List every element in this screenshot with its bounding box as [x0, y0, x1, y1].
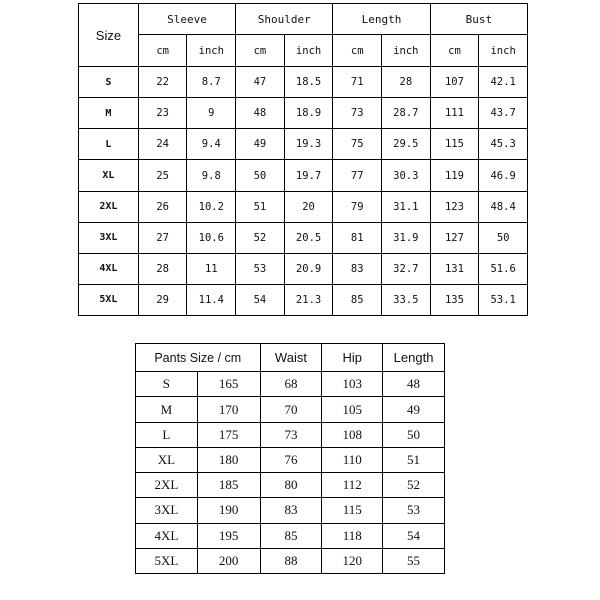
unit-header: inch: [479, 35, 528, 67]
sleeve-cm-cell: 24: [138, 129, 187, 160]
sleeve-inch-cell: 9.8: [187, 160, 236, 191]
shoulder-cm-cell: 49: [236, 129, 285, 160]
pants-value-cell: 200: [197, 548, 260, 573]
sleeve-inch-cell: 11: [187, 253, 236, 284]
length-cell: 52: [383, 473, 445, 498]
pants-header-row: [136, 344, 445, 372]
pants-table-body: [136, 372, 445, 574]
sleeve-cm-cell: 26: [138, 191, 187, 222]
bust-cm-cell: 135: [430, 284, 479, 315]
unit-header: inch: [382, 35, 431, 67]
length-inch-cell: 28: [382, 67, 431, 98]
pants-size-cell: 4XL: [136, 523, 198, 548]
size-cell: 2XL: [79, 191, 139, 222]
table-row: [79, 253, 528, 284]
table-row: [136, 498, 445, 523]
hip-cell: 110: [322, 447, 383, 472]
length-cell: 48: [383, 372, 445, 397]
table-row: [79, 67, 528, 98]
shoulder-inch-cell: 20: [284, 191, 333, 222]
sleeve-cm-cell: 25: [138, 160, 187, 191]
sleeve-inch-cell: 9: [187, 98, 236, 129]
size-cell: L: [79, 129, 139, 160]
waist-cell: 88: [260, 548, 322, 573]
pants-size-header: Pants Size / cm: [136, 344, 261, 372]
bust-inch-cell: 48.4: [479, 191, 528, 222]
size-cell: M: [79, 98, 139, 129]
shoulder-inch-cell: 18.9: [284, 98, 333, 129]
length-cm-cell: 79: [333, 191, 382, 222]
waist-header: Waist: [260, 344, 322, 372]
sleeve-cm-cell: 22: [138, 67, 187, 98]
waist-cell: 85: [260, 523, 322, 548]
size-cell: 3XL: [79, 222, 139, 253]
bust-inch-cell: 50: [479, 222, 528, 253]
shirt-header-row: [79, 4, 528, 35]
length-cm-cell: 81: [333, 222, 382, 253]
sleeve-cm-cell: 27: [138, 222, 187, 253]
length-inch-cell: 31.9: [382, 222, 431, 253]
table-row: [136, 523, 445, 548]
hip-cell: 105: [322, 397, 383, 422]
hip-cell: 108: [322, 422, 383, 447]
length-cell: 51: [383, 447, 445, 472]
table-row: [136, 447, 445, 472]
bust-inch-cell: 43.7: [479, 98, 528, 129]
pants-value-cell: 175: [197, 422, 260, 447]
size-cell: 5XL: [79, 284, 139, 315]
length-cm-cell: 73: [333, 98, 382, 129]
table-row: [79, 284, 528, 315]
shoulder-inch-cell: 20.5: [284, 222, 333, 253]
sleeve-inch-cell: 8.7: [187, 67, 236, 98]
length-cm-cell: 77: [333, 160, 382, 191]
pants-value-cell: 190: [197, 498, 260, 523]
bust-cm-cell: 123: [430, 191, 479, 222]
bust-inch-cell: 46.9: [479, 160, 528, 191]
bust-cm-cell: 107: [430, 67, 479, 98]
waist-cell: 73: [260, 422, 322, 447]
sleeve-inch-cell: 10.6: [187, 222, 236, 253]
sleeve-inch-cell: 11.4: [187, 284, 236, 315]
sleeve-cm-cell: 29: [138, 284, 187, 315]
length-cell: 55: [383, 548, 445, 573]
bust-inch-cell: 45.3: [479, 129, 528, 160]
length-cm-cell: 85: [333, 284, 382, 315]
length-cm-cell: 71: [333, 67, 382, 98]
bust-cm-cell: 131: [430, 253, 479, 284]
pants-size-cell: 3XL: [136, 498, 198, 523]
length-inch-cell: 33.5: [382, 284, 431, 315]
unit-header: inch: [284, 35, 333, 67]
shoulder-cm-cell: 47: [236, 67, 285, 98]
shoulder-inch-cell: 21.3: [284, 284, 333, 315]
length-inch-cell: 31.1: [382, 191, 431, 222]
table-row: [79, 160, 528, 191]
bust-inch-cell: 51.6: [479, 253, 528, 284]
shoulder-cm-cell: 54: [236, 284, 285, 315]
unit-header: cm: [236, 35, 285, 67]
bust-header: Bust: [430, 4, 527, 35]
length-inch-cell: 28.7: [382, 98, 431, 129]
sleeve-header: Sleeve: [138, 4, 235, 35]
sleeve-cm-cell: 28: [138, 253, 187, 284]
shoulder-cm-cell: 50: [236, 160, 285, 191]
pants-size-table: [135, 343, 445, 574]
shoulder-cm-cell: 48: [236, 98, 285, 129]
size-cell: XL: [79, 160, 139, 191]
waist-cell: 68: [260, 372, 322, 397]
shoulder-cm-cell: 53: [236, 253, 285, 284]
length-cell: 54: [383, 523, 445, 548]
unit-header: cm: [333, 35, 382, 67]
length-inch-cell: 29.5: [382, 129, 431, 160]
length-header: Length: [383, 344, 445, 372]
table-row: [136, 422, 445, 447]
bust-inch-cell: 53.1: [479, 284, 528, 315]
shirt-size-table: [78, 3, 528, 316]
table-row: [136, 548, 445, 573]
unit-header: inch: [187, 35, 236, 67]
shirt-unit-row: [79, 35, 528, 67]
table-row: [79, 191, 528, 222]
bust-cm-cell: 127: [430, 222, 479, 253]
pants-size-cell: S: [136, 372, 198, 397]
waist-cell: 80: [260, 473, 322, 498]
shoulder-inch-cell: 19.3: [284, 129, 333, 160]
sleeve-cm-cell: 23: [138, 98, 187, 129]
length-cm-cell: 75: [333, 129, 382, 160]
shoulder-inch-cell: 18.5: [284, 67, 333, 98]
bust-cm-cell: 119: [430, 160, 479, 191]
sleeve-inch-cell: 9.4: [187, 129, 236, 160]
pants-size-cell: 5XL: [136, 548, 198, 573]
shoulder-cm-cell: 51: [236, 191, 285, 222]
table-row: [79, 222, 528, 253]
bust-inch-cell: 42.1: [479, 67, 528, 98]
waist-cell: 76: [260, 447, 322, 472]
pants-value-cell: 185: [197, 473, 260, 498]
table-row: [136, 372, 445, 397]
waist-cell: 83: [260, 498, 322, 523]
table-row: [136, 397, 445, 422]
pants-size-cell: 2XL: [136, 473, 198, 498]
pants-value-cell: 180: [197, 447, 260, 472]
pants-value-cell: 170: [197, 397, 260, 422]
shoulder-cm-cell: 52: [236, 222, 285, 253]
table-row: [79, 98, 528, 129]
length-cell: 53: [383, 498, 445, 523]
pants-size-cell: XL: [136, 447, 198, 472]
length-header: Length: [333, 4, 430, 35]
size-cell: S: [79, 67, 139, 98]
unit-header: cm: [138, 35, 187, 67]
length-cm-cell: 83: [333, 253, 382, 284]
bust-cm-cell: 111: [430, 98, 479, 129]
waist-cell: 70: [260, 397, 322, 422]
hip-cell: 118: [322, 523, 383, 548]
bust-cm-cell: 115: [430, 129, 479, 160]
sleeve-inch-cell: 10.2: [187, 191, 236, 222]
length-inch-cell: 30.3: [382, 160, 431, 191]
table-row: [79, 129, 528, 160]
shoulder-header: Shoulder: [236, 4, 333, 35]
length-inch-cell: 32.7: [382, 253, 431, 284]
unit-header: cm: [430, 35, 479, 67]
pants-size-cell: M: [136, 397, 198, 422]
length-cell: 49: [383, 397, 445, 422]
pants-value-cell: 165: [197, 372, 260, 397]
length-cell: 50: [383, 422, 445, 447]
hip-header: Hip: [322, 344, 383, 372]
shoulder-inch-cell: 20.9: [284, 253, 333, 284]
hip-cell: 115: [322, 498, 383, 523]
size-cell: 4XL: [79, 253, 139, 284]
table-row: [136, 473, 445, 498]
size-header: Size: [79, 4, 139, 67]
shirt-table-body: [79, 67, 528, 316]
hip-cell: 103: [322, 372, 383, 397]
hip-cell: 120: [322, 548, 383, 573]
hip-cell: 112: [322, 473, 383, 498]
pants-value-cell: 195: [197, 523, 260, 548]
pants-size-cell: L: [136, 422, 198, 447]
shoulder-inch-cell: 19.7: [284, 160, 333, 191]
